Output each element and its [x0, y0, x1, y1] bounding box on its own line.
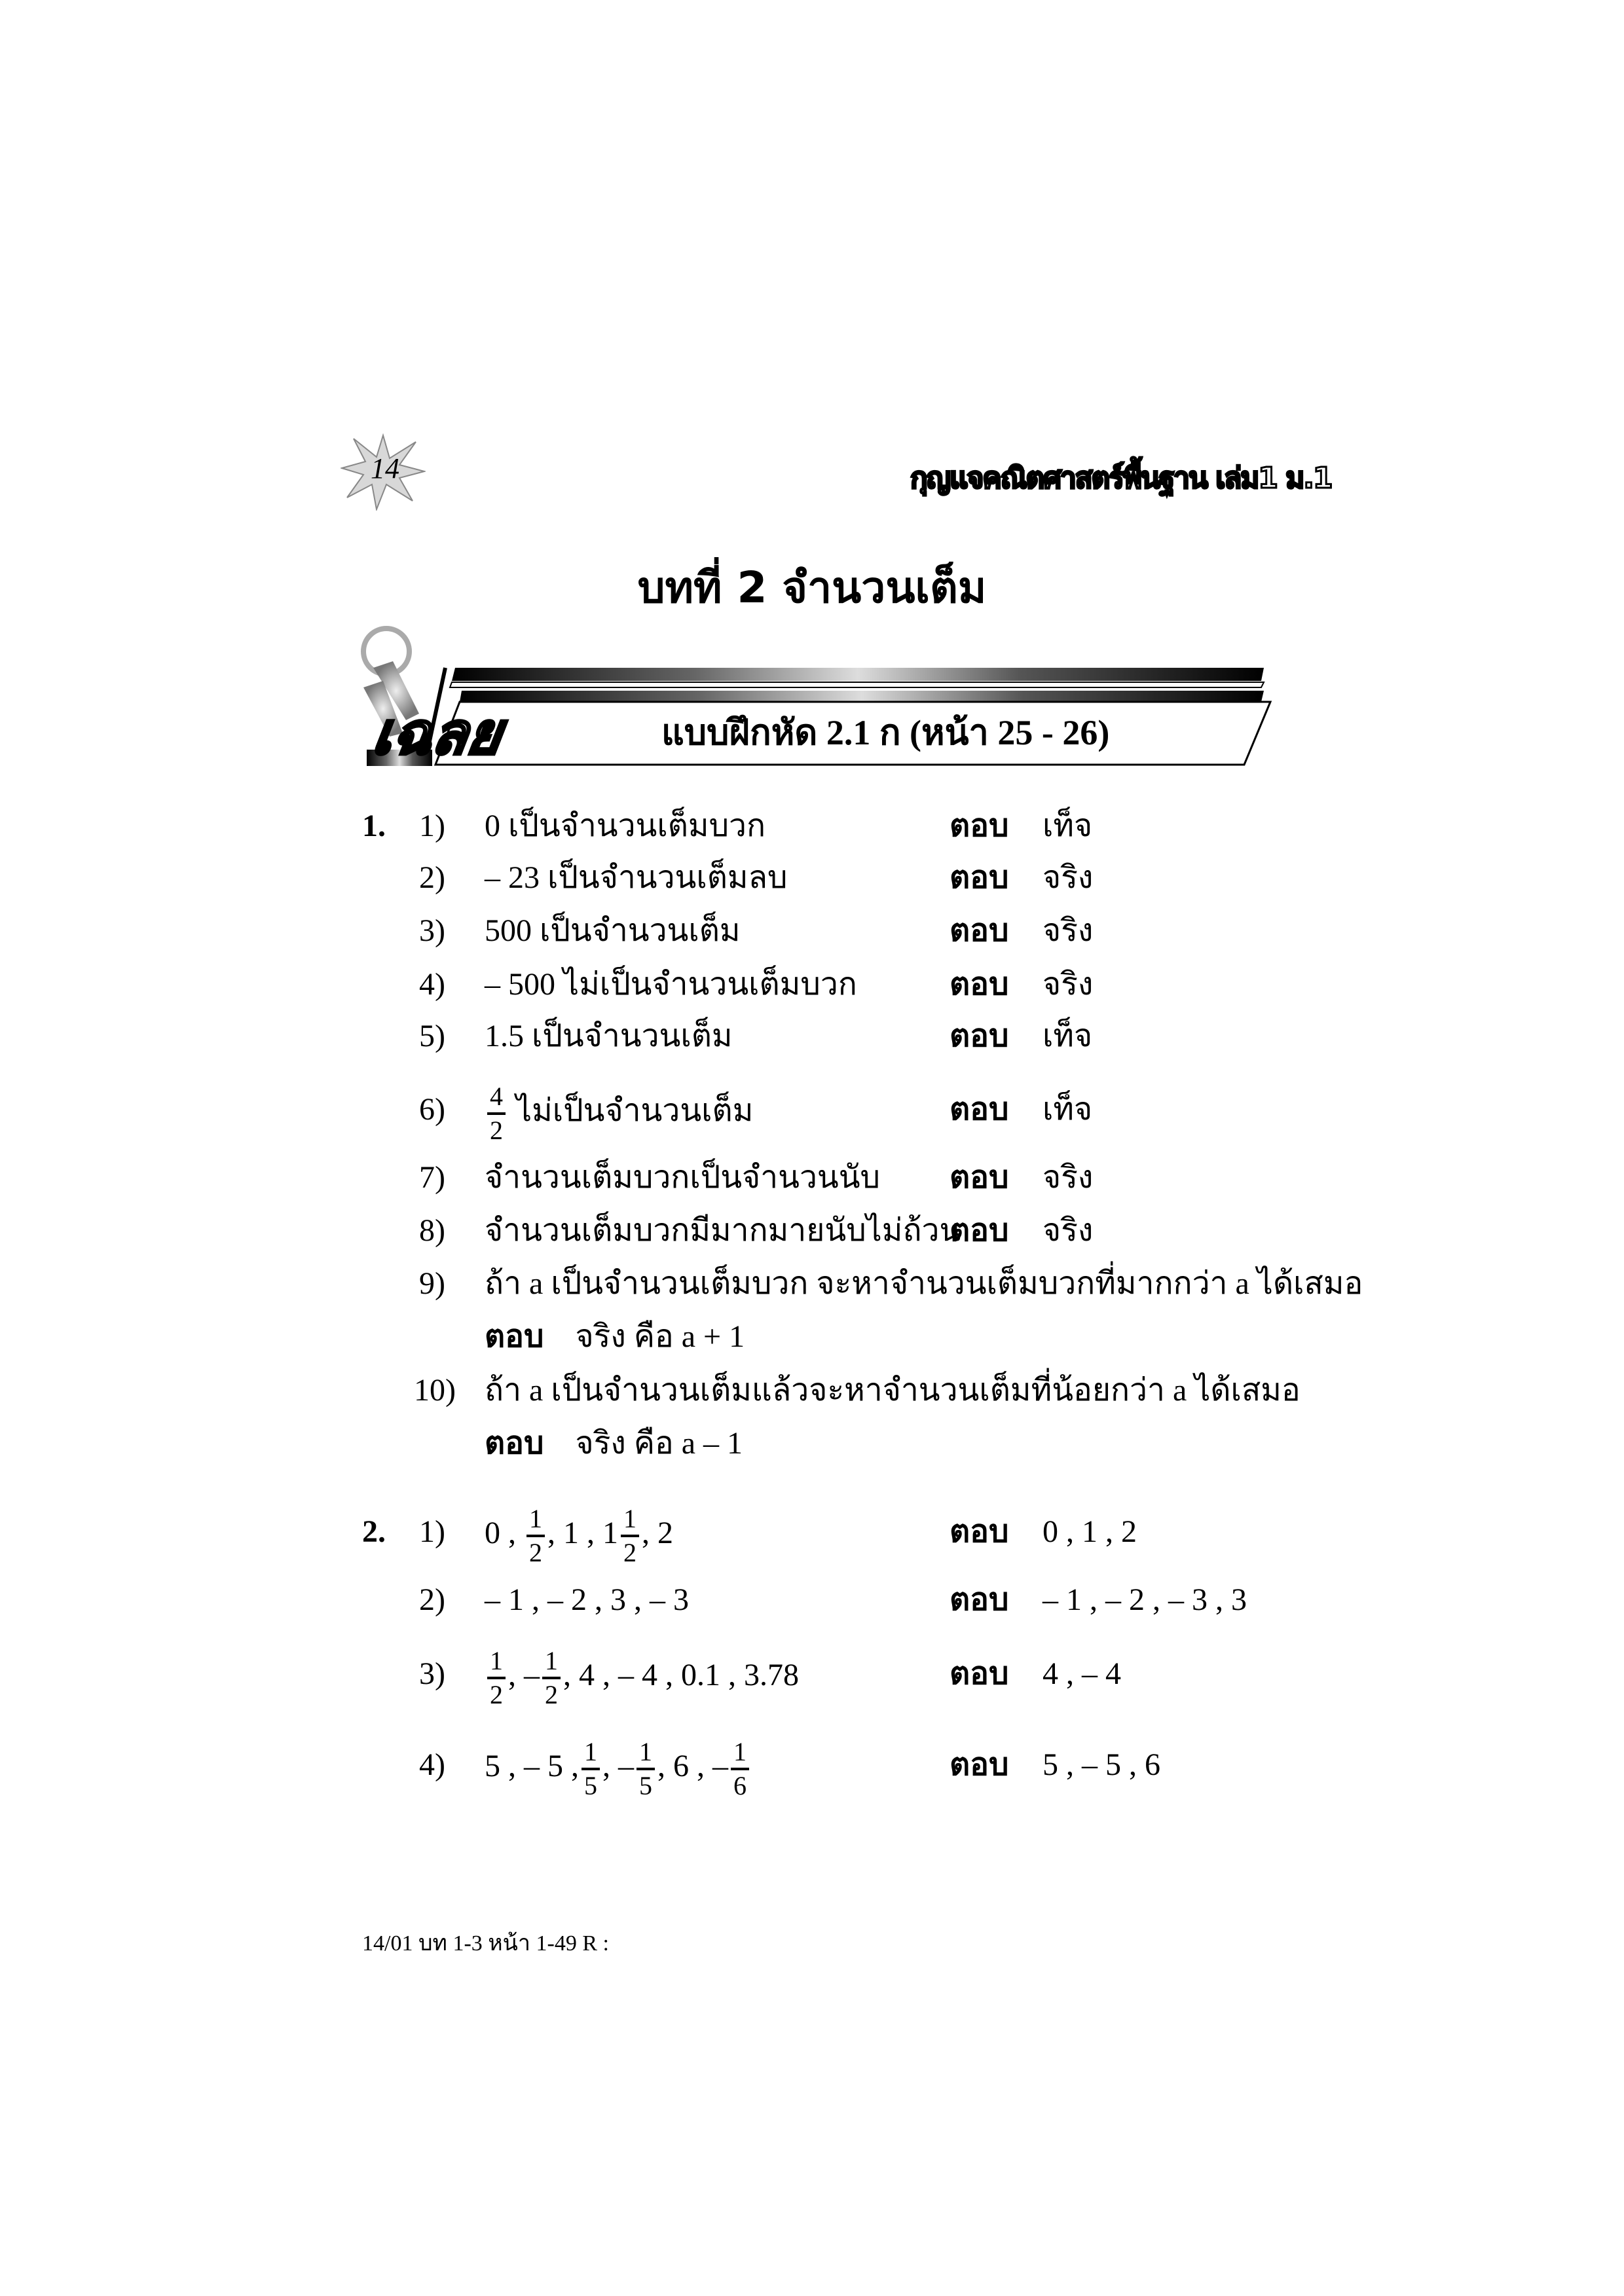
answer-label: ตอบ — [950, 1747, 1009, 1782]
book-title: กุญแจคณิตศาสตร์พื้นฐาน เล่ม1 ม.1 — [910, 462, 1332, 495]
answer-label: ตอบ — [950, 809, 1009, 843]
section-number: 2. — [362, 1514, 386, 1549]
item-number: 6) — [419, 1092, 445, 1127]
item-number: 5) — [419, 1019, 445, 1053]
item-number: 9) — [419, 1266, 445, 1301]
answer-label: ตอบ — [485, 1319, 544, 1354]
fraction: $\frac{1}{5}$ — [637, 1739, 655, 1799]
answer-value: เท็จ — [1043, 809, 1093, 843]
item-text: 0 เป็นจำนวนเต็มบวก — [485, 809, 766, 843]
answer-line — [485, 1417, 743, 1470]
answer-detail: คือ a – 1 — [633, 1426, 743, 1461]
item-text: – 500 ไม่เป็นจำนวนเต็มบวก — [485, 967, 857, 1002]
answer-value: 4 , – 4 — [1043, 1656, 1121, 1691]
answer-value: จริง — [1043, 967, 1094, 1002]
answer-detail: คือ a + 1 — [633, 1319, 745, 1354]
answer-value: จริง — [575, 1426, 626, 1461]
answer-label: ตอบ — [950, 967, 1009, 1002]
answer-label: ตอบ — [950, 1514, 1009, 1549]
answer-value: เท็จ — [1043, 1019, 1093, 1053]
answer-value: 0 , 1 , 2 — [1043, 1514, 1137, 1549]
item-number: 1) — [419, 1514, 445, 1549]
fraction: $\frac{4}{2}$ — [487, 1084, 506, 1144]
item-number: 3) — [419, 1656, 445, 1691]
item-number: 2) — [419, 1582, 445, 1617]
answer-label: ตอบ — [485, 1426, 544, 1461]
fraction: $\frac{1}{2}$ — [526, 1506, 545, 1566]
item-text: 1.5 เป็นจำนวนเต็ม — [485, 1019, 733, 1053]
item-number: 4) — [419, 967, 445, 1002]
item-number: 4) — [419, 1747, 445, 1782]
section-number: 1. — [362, 809, 386, 843]
answer-label: ตอบ — [950, 1019, 1009, 1053]
item-text-rest: ไม่เป็นจำนวนเต็ม — [516, 1093, 754, 1129]
item-number: 10) — [414, 1373, 456, 1408]
item-text: ถ้า a เป็นจำนวนเต็มแล้วจะหาจำนวนเต็มที่น้อยกว่า a ได้เสมอ — [485, 1373, 1301, 1408]
print-footer: 14/01 บท 1-3 หน้า 1-49 R : — [362, 1931, 609, 1956]
item-text: ถ้า a เป็นจำนวนเต็มบวก จะหาจำนวนเต็มบวกที่มากกว่า a ได้เสมอ — [485, 1266, 1363, 1301]
item-number: 2) — [419, 860, 445, 895]
answer-value: จริง — [1043, 913, 1094, 948]
item-text: 5 , – 5 , $\frac{1}{5}$ , – $\frac{1}{5}$ , 6 , – $\frac{1}{6}$ — [485, 1739, 752, 1791]
exercise-subtitle: แบบฝึกหัด 2.1 ก (หน้า 25 - 26) — [661, 713, 1110, 752]
fraction: $\frac{1}{2}$ — [542, 1648, 561, 1708]
answer-label: ตอบ — [950, 1213, 1009, 1248]
item-text: จำนวนเต็มบวกมีมากมายนับไม่ถ้วน — [485, 1213, 961, 1248]
answer-line — [485, 1311, 745, 1363]
chapter-title: บทที่ 2 จำนวนเต็ม — [637, 562, 987, 613]
item-number: 1) — [419, 809, 445, 843]
item-text: 0 , $\frac{1}{2}$ , 1 , 1 $\frac{1}{2}$ , 2 — [485, 1504, 673, 1567]
fraction: $\frac{1}{2}$ — [621, 1506, 639, 1566]
item-text — [485, 1082, 754, 1145]
answer-label: ตอบ — [950, 1582, 1009, 1617]
fraction: $\frac{1}{2}$ — [487, 1648, 506, 1708]
page-number: 14 — [371, 452, 399, 484]
answer-value: 5 , – 5 , 6 — [1043, 1747, 1160, 1782]
item-text: 500 เป็นจำนวนเต็ม — [485, 913, 741, 948]
answer-label: ตอบ — [950, 913, 1009, 948]
answer-value: จริง — [1043, 1160, 1094, 1195]
fraction: $\frac{1}{5}$ — [581, 1739, 600, 1799]
item-text: – 1 , – 2 , 3 , – 3 — [485, 1582, 689, 1617]
answer-value: จริง — [1043, 1213, 1094, 1248]
item-number: 3) — [419, 913, 445, 948]
answer-label: ตอบ — [950, 1160, 1009, 1195]
answer-value: – 1 , – 2 , – 3 , 3 — [1043, 1582, 1247, 1617]
item-text: จำนวนเต็มบวกเป็นจำนวนนับ — [485, 1160, 880, 1195]
answer-value: เท็จ — [1043, 1092, 1093, 1127]
answer-label: ตอบ — [950, 860, 1009, 895]
fraction: $\frac{1}{6}$ — [731, 1739, 749, 1799]
answer-value: จริง — [1043, 860, 1094, 895]
answer-value: จริง — [575, 1319, 626, 1354]
answer-label: ตอบ — [950, 1092, 1009, 1127]
item-number: 7) — [419, 1160, 445, 1195]
answer-logo: เฉลย — [368, 700, 506, 767]
item-text: – 23 เป็นจำนวนเต็มลบ — [485, 860, 788, 895]
item-text: $\frac{1}{2}$ , – $\frac{1}{2}$ , 4 , – 4 , 0.1 , 3.78 — [485, 1648, 799, 1700]
item-number: 8) — [419, 1213, 445, 1248]
answer-label: ตอบ — [950, 1656, 1009, 1691]
